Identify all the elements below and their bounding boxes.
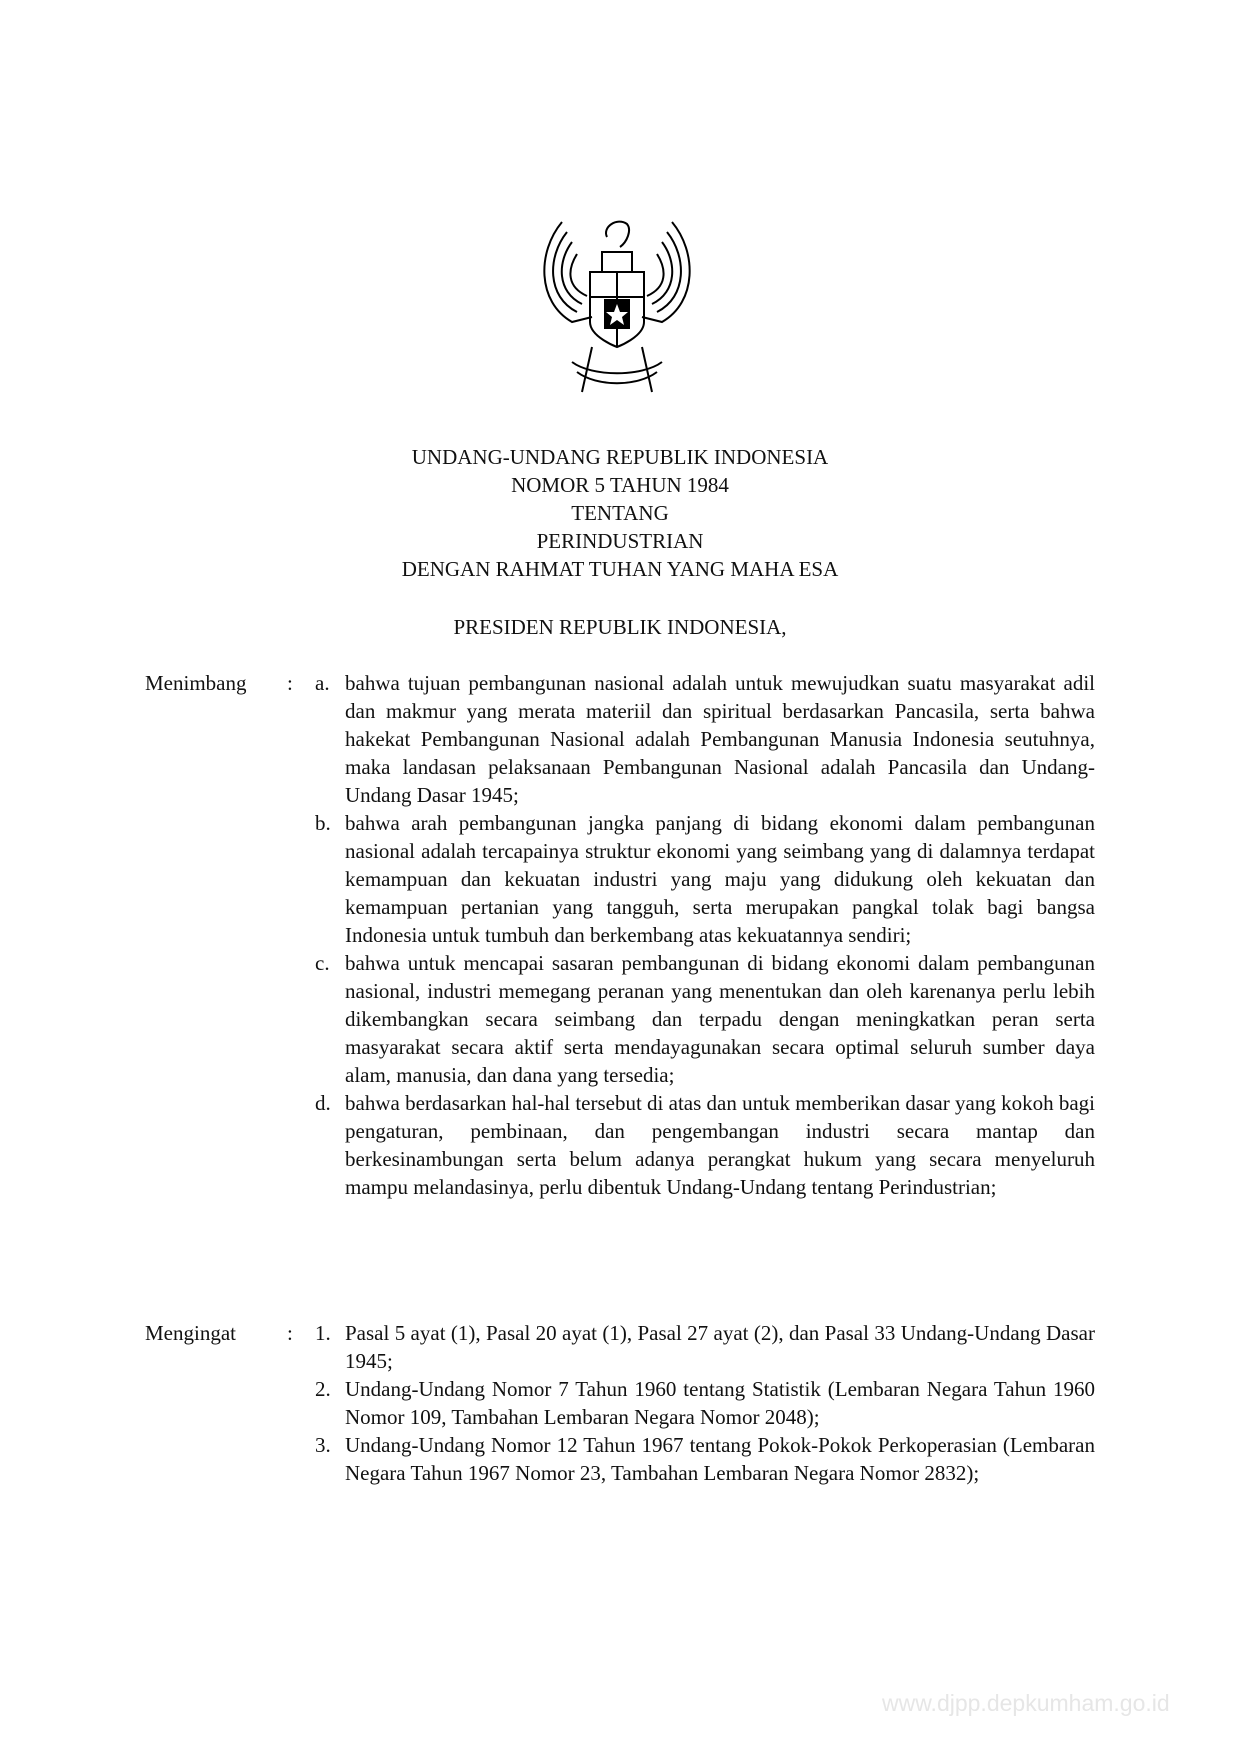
item-marker: c. [315, 951, 330, 975]
title-line: TENTANG [571, 501, 669, 525]
watermark: www.djpp.depkumham.go.id [882, 1690, 1170, 1716]
title-line: NOMOR 5 TAHUN 1984 [511, 473, 729, 497]
president-heading: PRESIDEN REPUBLIK INDONESIA, [453, 615, 787, 639]
item-text: bahwa berdasarkan hal-hal tersebut di atas dan untuk memberikan dasar yang kokoh bagi pengaturan, pembinaan, dan pengembangan industri secara mantap dan berkesinambungan serta belum adanya perangkat hukum yang secara menyeluruh mampu melandasinya, perlu dibentuk Undang-Undang tentang Perindustrian; [345, 1091, 1095, 1199]
item-text: bahwa tujuan pembangunan nasional adalah untuk mewujudkan suatu masyarakat adil dan makmur yang merata materiil dan spiritual berdasarkan Pancasila, serta bahwa hakekat Pembangunan Nasional adalah Pembangunan Manusia Indonesia seutuhnya, maka landasan pelaksanaan Pembangunan Nasional adalah Pancasila dan Undang-Undang Dasar 1945; [345, 671, 1095, 807]
section-colon: : [287, 671, 293, 695]
list-item [315, 1319, 1095, 1375]
item-marker: 2. [315, 1377, 331, 1401]
section-label: Menimbang [145, 671, 247, 695]
list-item [315, 1375, 1095, 1431]
item-text: Undang-Undang Nomor 12 Tahun 1967 tentang Pokok-Pokok Perkoperasian (Lembaran Negara Tahun 1967 Nomor 23, Tambahan Lembaran Negara Nomor 2832); [345, 1433, 1095, 1485]
item-marker: 3. [315, 1433, 331, 1457]
document-title-block [0, 443, 1240, 583]
section-label: Mengingat [145, 1321, 236, 1345]
item-marker: b. [315, 811, 331, 835]
item-text: bahwa arah pembangunan jangka panjang di bidang ekonomi dalam pembangunan nasional adalah tercapainya struktur ekonomi yang seimbang yang di dalamnya terdapat kemampuan dan kekuatan industri yang maju yang didukung oleh kekuatan dan kemampuan pertanian yang tangguh, serta merupakan pangkal tolak bagi bangsa Indonesia untuk tumbuh dan berkembang atas kekuatannya sendiri; [345, 811, 1095, 947]
list-item [315, 949, 1095, 1089]
item-marker: 1. [315, 1321, 331, 1345]
section-colon: : [287, 1321, 293, 1345]
title-line: UNDANG-UNDANG REPUBLIK INDONESIA [411, 445, 829, 469]
title-line: PERINDUSTRIAN [536, 529, 704, 553]
list-item [315, 1089, 1095, 1201]
item-text: Undang-Undang Nomor 7 Tahun 1960 tentang Statistik (Lembaran Negara Tahun 1960 Nomor 109, Tambahan Lembaran Negara Nomor 2048); [345, 1377, 1095, 1429]
item-text: bahwa untuk mencapai sasaran pembangunan di bidang ekonomi dalam pembangunan nasional, industri memegang peranan yang menentukan dan oleh karenanya perlu lebih dikembangkan secara seimbang dan terpadu dengan meningkatkan peran serta masyarakat secara aktif serta mendayagunakan secara optimal seluruh sumber daya alam, manusia, dan dana yang tersedia; [345, 951, 1095, 1087]
list-item [315, 669, 1095, 809]
item-text: Pasal 5 ayat (1), Pasal 20 ayat (1), Pasal 27 ayat (2), dan Pasal 33 Undang-Undang Dasar 1945; [345, 1321, 1095, 1373]
garuda-emblem-icon [532, 212, 702, 412]
list-item [315, 809, 1095, 949]
item-marker: a. [315, 671, 330, 695]
list-item [315, 1431, 1095, 1487]
title-line: DENGAN RAHMAT TUHAN YANG MAHA ESA [401, 557, 839, 581]
item-marker: d. [315, 1091, 331, 1115]
